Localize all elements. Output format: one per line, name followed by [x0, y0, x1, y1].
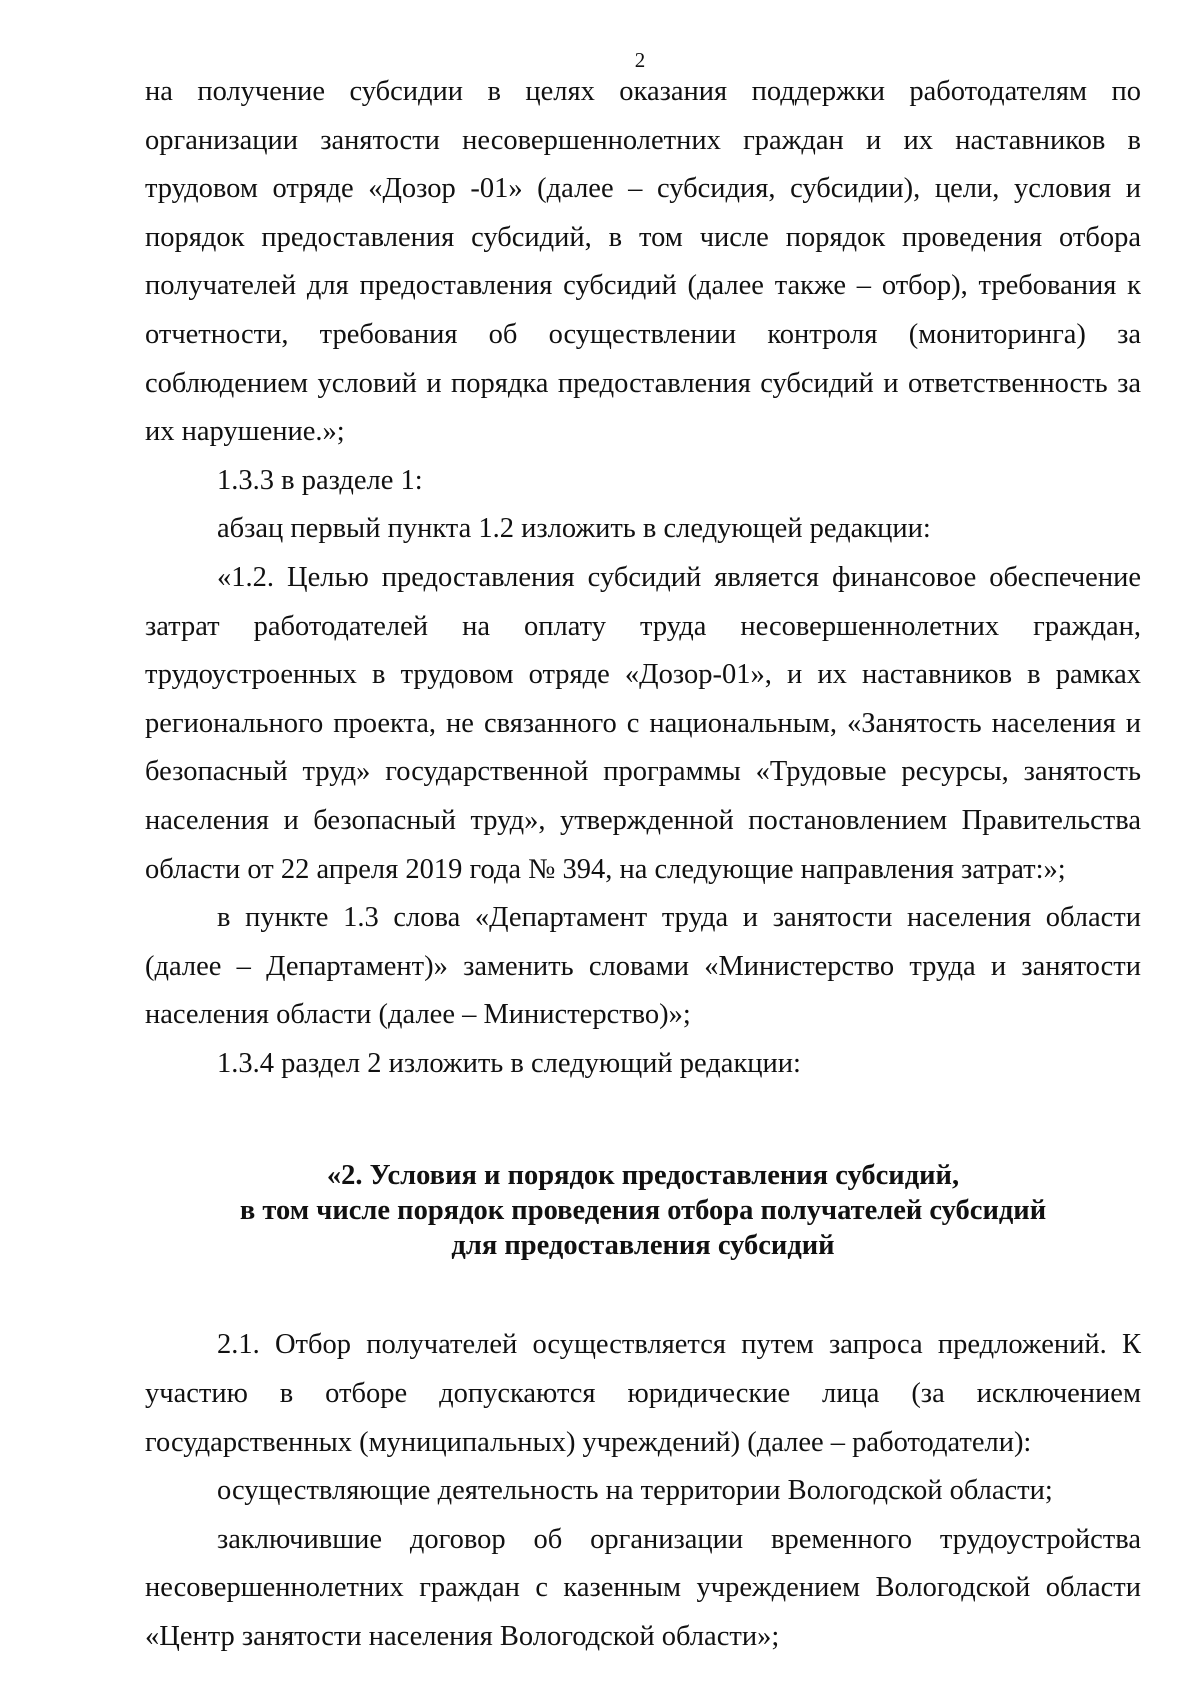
section-heading-line-2: в том числе порядок проведения отбора получателей субсидий: [239, 1195, 1047, 1227]
document-body: [145, 68, 1141, 1662]
paragraph-condition-territory: осуществляющие деятельность на территории Вологодской области;: [217, 1475, 1053, 1507]
paragraph-condition-contract: заключившие договор об организации временного трудоустройства несовершеннолетних граждан с казенным учреждением Вологодской области «Центр занятости населения Вологодской области»;: [145, 1523, 1141, 1653]
section-heading-line-3: для предоставления субсидий: [451, 1230, 835, 1262]
section-heading: [145, 1158, 1141, 1263]
paragraph-clause-2-1: 2.1. Отбор получателей осуществляется путем запроса предложений. К участию в отборе допускаются юридические лица (за исключением государственных (муниципальных) учреждений) (далее – работодатели):: [145, 1329, 1141, 1458]
section-heading-line-1: «2. Условия и порядок предоставления субсидий,: [326, 1160, 960, 1192]
paragraph-first-clause: абзац первый пункта 1.2 изложить в следующей редакции:: [217, 513, 931, 545]
paragraph-item-1-3-3: 1.3.3 в разделе 1:: [217, 464, 423, 496]
paragraph-item-1-3-4: 1.3.4 раздел 2 изложить в следующий редакции:: [217, 1047, 801, 1079]
paragraph-continuation: на получение субсидии в целях оказания поддержки работодателям по организации занятости несовершеннолетних граждан и их наставников в трудовом отряде «Дозор -01» (далее – субсидия, субсидии), цели, условия и порядок предоставления субсидий, в том числе порядок проведения отбора получателей для предоставления субсидий (далее также – отбор), требования к отчетности, требования об осуществлении контроля (мониторинга) за соблюдением условий и порядка предоставления субсидий и ответственность за их нарушение.»;: [145, 76, 1141, 448]
paragraph-clause-1-2: «1.2. Целью предоставления субсидий является финансовое обеспечение затрат работодателей на оплату труда несовершеннолетних граждан, трудоустроенных в трудовом отряде «Дозор-01», и их наставников в рамках регионального проекта, не связанного с национальным, «Занятость населения и безопасный труд» государственной программы «Трудовые ресурсы, занятость населения и безопасный труд», утвержденной постановлением Правительства области от 22 апреля 2019 года № 394, на следующие направления затрат:»;: [145, 561, 1141, 885]
page-number: 2: [634, 48, 646, 72]
paragraph-clause-1-3: в пункте 1.3 слова «Департамент труда и занятости населения области (далее – Департамент)» заменить словами «Министерство труда и занятости населения области (далее – Министерство)»;: [145, 902, 1141, 1031]
